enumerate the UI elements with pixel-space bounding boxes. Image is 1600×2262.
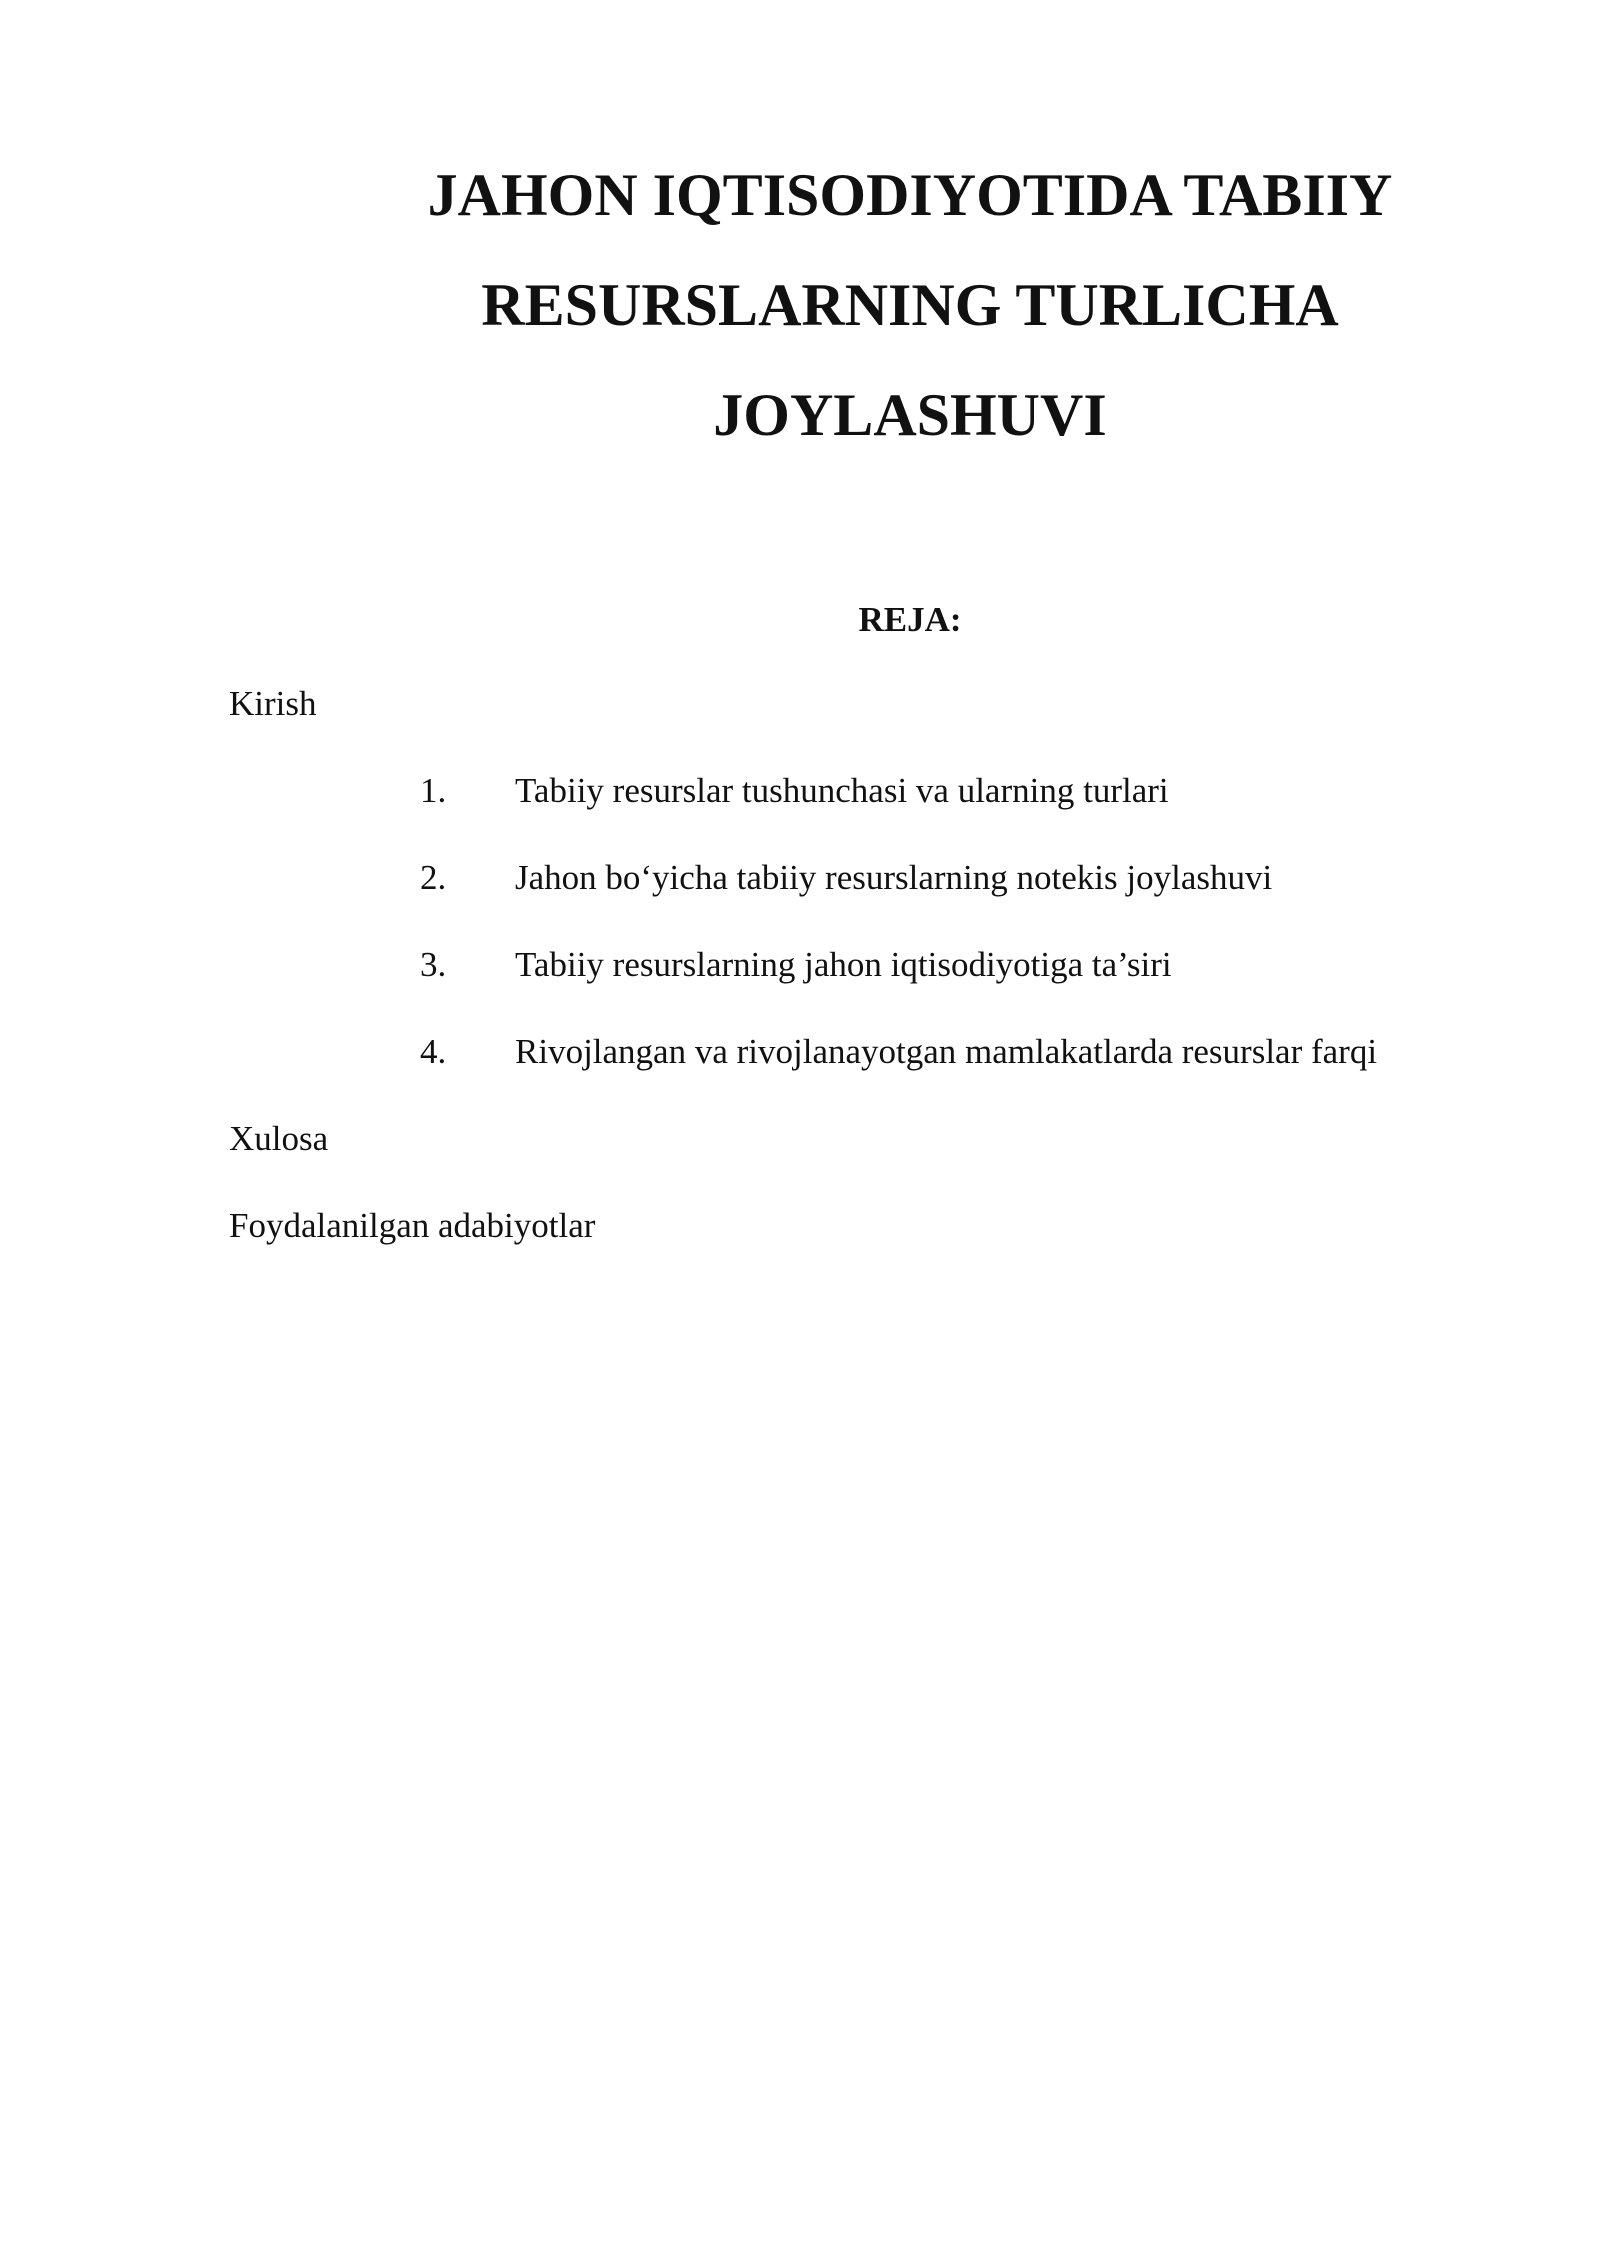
plan-item-number: 2. bbox=[420, 858, 447, 897]
plan-item-text: Tabiiy resurslarning jahon iqtisodiyotiga ta’siri bbox=[515, 945, 1172, 984]
document-title bbox=[340, 140, 1480, 470]
plan-item-number: 1. bbox=[420, 771, 447, 810]
plan-item-text: Jahon bo‘yicha tabiiy resurslarning notekis joylashuvi bbox=[515, 858, 1273, 897]
intro-label: Kirish bbox=[229, 684, 317, 723]
plan-item-text: Rivojlangan va rivojlanayotgan mamlakatlarda resurslar farqi bbox=[515, 1032, 1378, 1071]
plan-item-number: 4. bbox=[420, 1032, 447, 1071]
plan-heading: REJA: bbox=[858, 600, 962, 639]
conclusion-label: Xulosa bbox=[229, 1119, 329, 1158]
plan-item-number: 3. bbox=[420, 945, 447, 984]
plan-item-text: Tabiiy resurslar tushunchasi va ularning turlari bbox=[515, 771, 1169, 810]
title-line: JAHON IQTISODIYOTIDA TABIIY bbox=[427, 162, 1393, 228]
title-line: RESURSLARNING TURLICHA bbox=[481, 272, 1339, 338]
references-label: Foydalanilgan adabiyotlar bbox=[229, 1206, 596, 1245]
title-line: JOYLASHUVI bbox=[713, 382, 1107, 448]
